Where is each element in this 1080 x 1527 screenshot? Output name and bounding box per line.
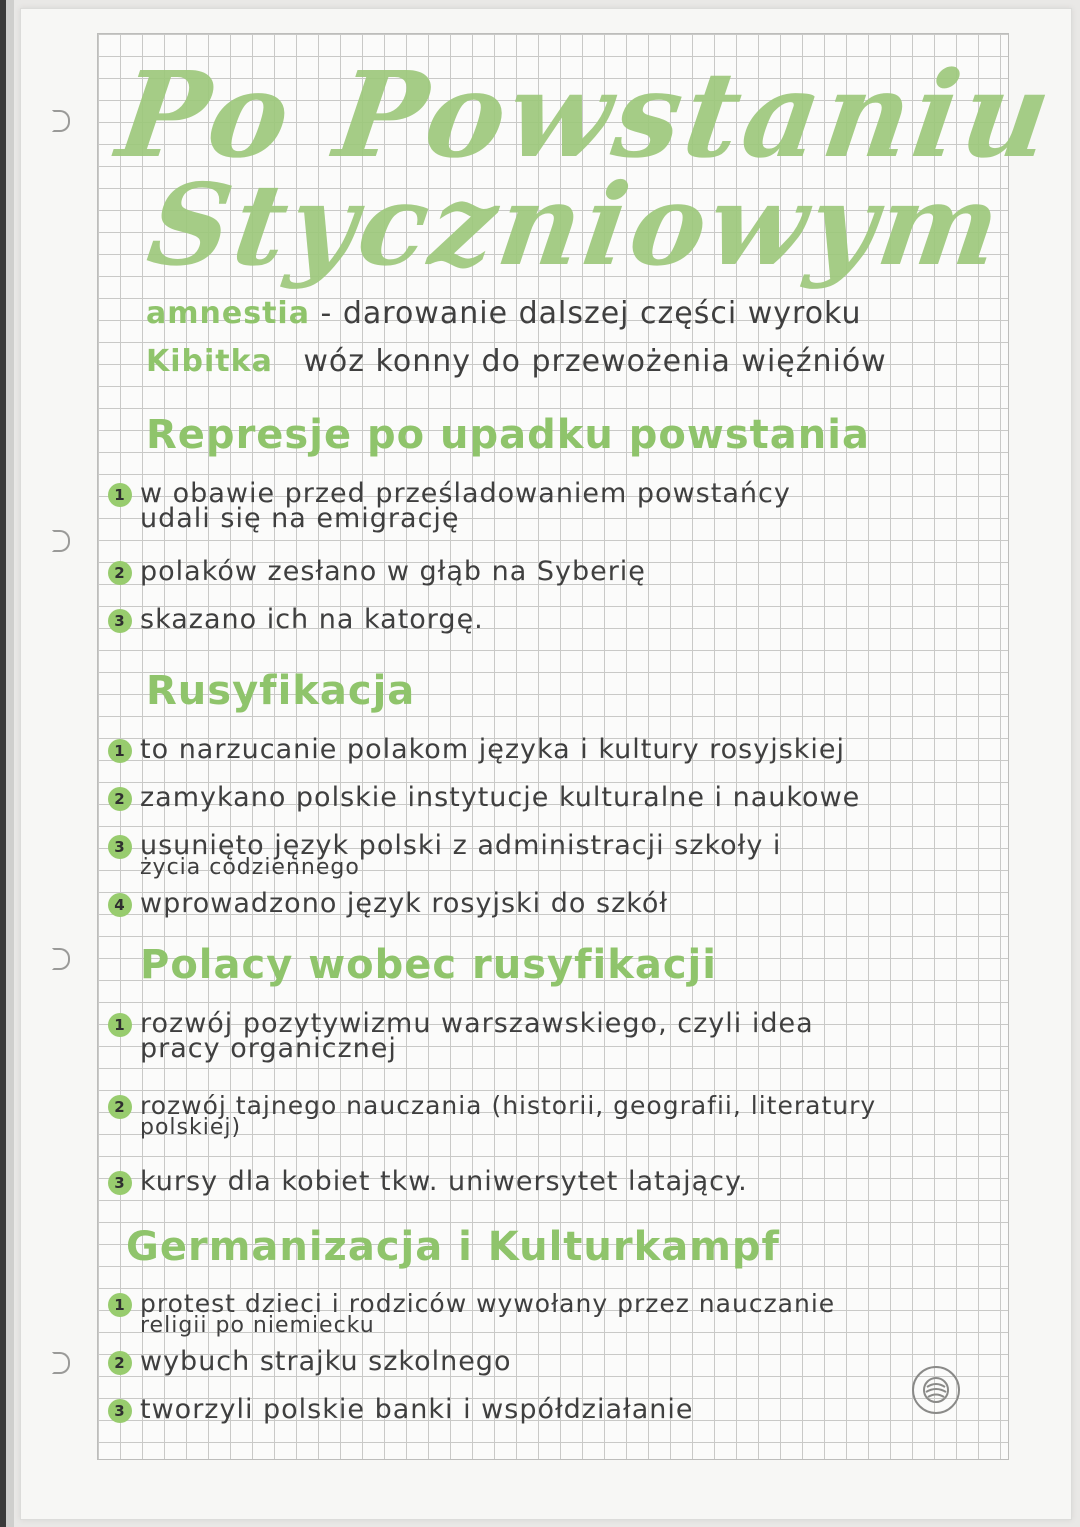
page-title-line1: Po Powstaniu <box>110 45 1063 184</box>
item-text: polaków zesłano w głąb na Syberię <box>140 556 646 587</box>
list-item <box>108 830 781 880</box>
number-badge: 3 <box>108 1171 132 1195</box>
list-item <box>108 782 860 813</box>
item-text: zamykano polskie instytucje kulturalne i naukowe <box>140 782 861 813</box>
item-text: usunięto język polski z administracji szkoły i <box>140 830 782 861</box>
definition-text: wóz konny do przewożenia więźniów <box>303 344 887 379</box>
item-text: to narzucanie polakom języka i kultury rosyjskiej <box>140 734 846 765</box>
punch-hole <box>52 948 70 970</box>
number-badge: 3 <box>108 609 132 633</box>
number-badge: 1 <box>108 1013 132 1037</box>
number-badge: 1 <box>108 1293 132 1317</box>
list-item <box>108 1346 511 1377</box>
list-item <box>108 1288 835 1338</box>
number-badge: 1 <box>108 739 132 763</box>
list-item <box>108 888 668 919</box>
item-text-continued: religii po niemiecku <box>140 1313 375 1338</box>
section-heading-rusyfikacja: Rusyfikacja <box>146 668 416 714</box>
punch-hole <box>52 110 70 132</box>
definition-term: amnestia <box>146 296 310 331</box>
punch-hole <box>52 1352 70 1374</box>
section-heading-polacy: Polacy wobec rusyfikacji <box>140 942 717 988</box>
number-badge: 4 <box>108 893 132 917</box>
list-item <box>108 1008 814 1064</box>
list-item <box>108 478 791 534</box>
number-badge: 2 <box>108 1351 132 1375</box>
item-text: w obawie przed prześladowaniem powstańcy <box>140 478 791 509</box>
item-text: wybuch strajku szkolnego <box>140 1346 512 1377</box>
item-text: skazano ich na katorgę. <box>140 604 484 635</box>
punch-hole <box>52 530 70 552</box>
item-text-continued: życia codziennego <box>140 855 360 880</box>
list-item <box>108 734 845 765</box>
definition-amnestia <box>146 296 862 331</box>
item-text-continued: pracy organicznej <box>140 1033 397 1064</box>
definition-kibitka <box>146 344 887 379</box>
item-text: tworzyli polskie banki i współdziałanie <box>140 1394 694 1425</box>
number-badge: 2 <box>108 787 132 811</box>
section-heading-represje: Represje po upadku powstania <box>146 412 870 458</box>
list-item <box>108 556 646 587</box>
definition-term: Kibitka <box>146 344 273 379</box>
knowunity-logo-icon <box>912 1366 960 1414</box>
number-badge: 3 <box>108 1399 132 1423</box>
binder-edge <box>0 0 22 1527</box>
list-item <box>108 1090 876 1140</box>
list-item <box>108 604 484 635</box>
item-text: rozwój pozytywizmu warszawskiego, czyli idea <box>140 1008 814 1039</box>
item-text: kursy dla kobiet tkw. uniwersytet latający. <box>140 1166 748 1197</box>
item-text-continued: polskiej) <box>140 1115 242 1140</box>
list-item <box>108 1166 748 1197</box>
item-text-continued: udali się na emigrację <box>140 503 460 534</box>
number-badge: 2 <box>108 561 132 585</box>
item-text: rozwój tajnego nauczania (historii, geografii, literatury <box>140 1091 877 1120</box>
item-text: protest dzieci i rodziców wywołany przez nauczanie <box>140 1289 836 1318</box>
definition-text: - darowanie dalszej części wyroku <box>320 296 862 331</box>
section-heading-germanizacja: Germanizacja i Kulturkampf <box>126 1224 780 1270</box>
number-badge: 1 <box>108 483 132 507</box>
number-badge: 2 <box>108 1095 132 1119</box>
list-item <box>108 1394 693 1425</box>
page-title-line2: Styczniowym <box>140 160 1012 291</box>
number-badge: 3 <box>108 835 132 859</box>
item-text: wprowadzono język rosyjski do szkół <box>140 888 669 919</box>
